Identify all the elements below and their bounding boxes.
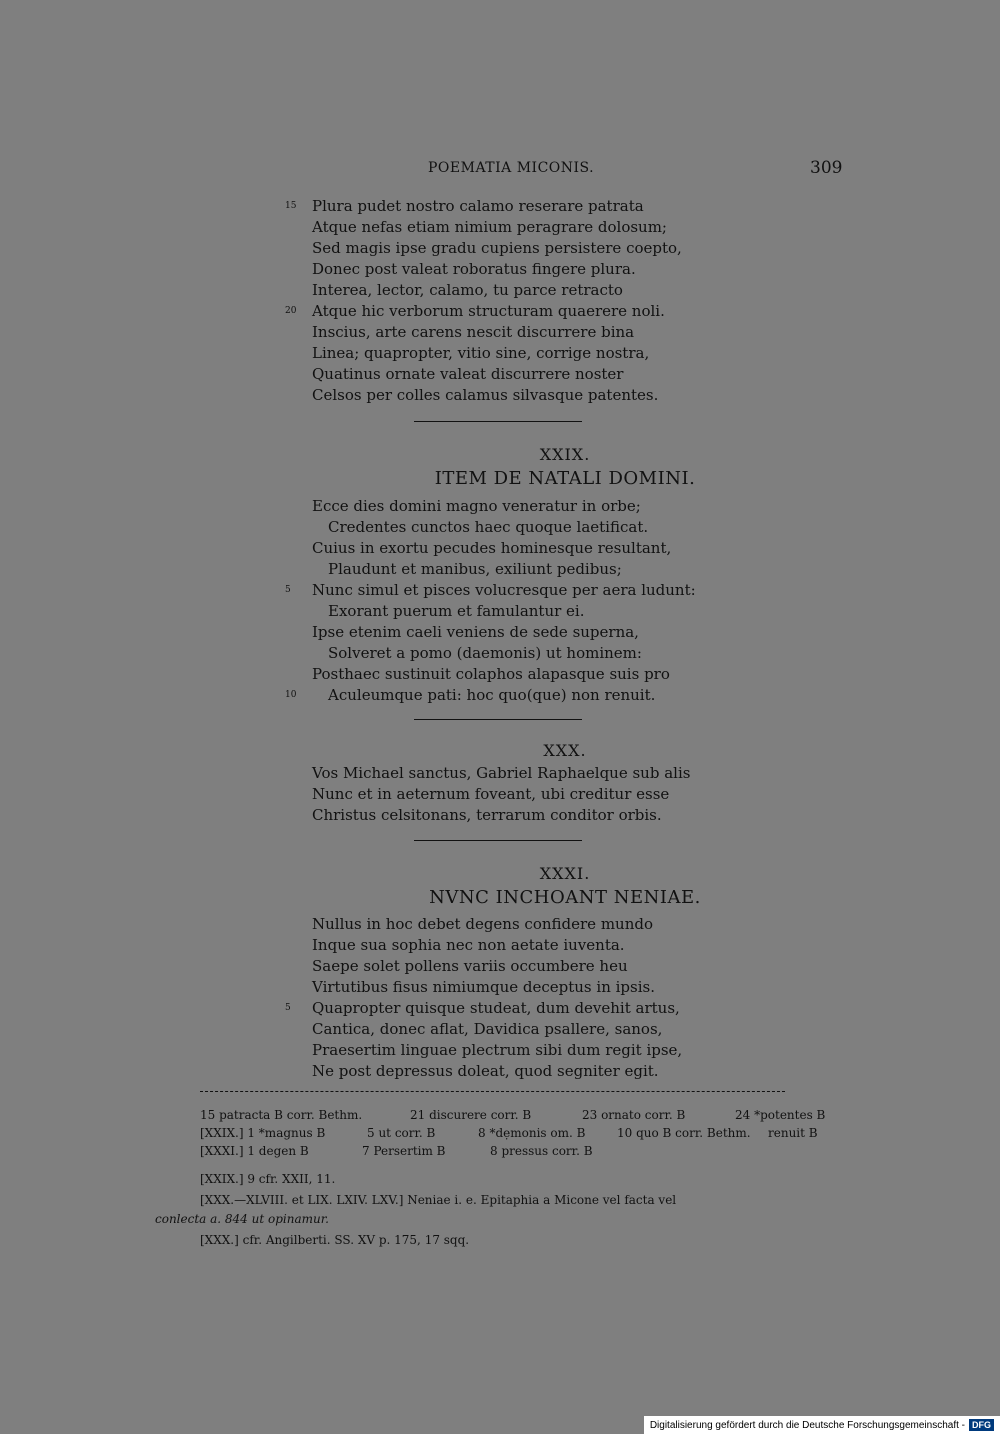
line-text: Atque nefas etiam nimium peragrare dolosum; bbox=[312, 218, 667, 236]
line-text: Saepe solet pollens variis occumbere heu bbox=[312, 957, 628, 975]
line-text: Ne post depressus doleat, quod segniter egit. bbox=[312, 1062, 659, 1080]
references bbox=[155, 1170, 835, 1250]
verse-line bbox=[285, 1061, 845, 1082]
apparatus-note: 24 *potentes B bbox=[735, 1108, 826, 1122]
verse-line bbox=[285, 784, 845, 805]
line-text: Interea, lector, calamo, tu parce retracto bbox=[312, 281, 623, 299]
reference-line: [XXX.] cfr. Angilberti. SS. XV p. 175, 17 sqq. bbox=[200, 1233, 470, 1247]
section-divider bbox=[414, 840, 582, 841]
verse-line bbox=[285, 259, 845, 280]
apparatus-divider bbox=[200, 1091, 785, 1092]
line-text: Exorant puerum et famulantur ei. bbox=[328, 602, 585, 620]
apparatus-note: 23 ornato corr. B bbox=[582, 1108, 686, 1122]
line-text: Quatinus ornate valeat discurrere noster bbox=[312, 365, 624, 383]
verse-line bbox=[285, 496, 845, 517]
line-text: Plura pudet nostro calamo reserare patrata bbox=[312, 197, 644, 215]
line-text: Vos Michael sanctus, Gabriel Raphaelque sub alis bbox=[312, 764, 691, 782]
line-text: Nunc simul et pisces volucresque per aera ludunt: bbox=[312, 581, 696, 599]
line-number: 5 bbox=[285, 1003, 291, 1013]
verse-line bbox=[285, 364, 845, 385]
poem-xxix-lines bbox=[285, 496, 845, 706]
verse-line bbox=[285, 685, 845, 706]
section-divider bbox=[414, 719, 582, 720]
dfg-logo: DFG bbox=[969, 1419, 994, 1431]
verse-line bbox=[285, 580, 845, 601]
line-text: Cantica, donec aflat, Davidica psallere, sanos, bbox=[312, 1020, 663, 1038]
line-text: Ipse etenim caeli veniens de sede superna, bbox=[312, 623, 639, 641]
page-number: 309 bbox=[810, 158, 843, 178]
poem-title: NVNC INCHOANT NENIAE. bbox=[429, 887, 701, 908]
verse-line bbox=[285, 301, 845, 322]
line-text: Nunc et in aeternum foveant, ubi creditur esse bbox=[312, 785, 670, 803]
apparatus-note: renuit B bbox=[768, 1126, 818, 1140]
line-text: Ecce dies domini magno veneratur in orbe; bbox=[312, 497, 641, 515]
apparatus-note: [XXXI.] 1 degen B bbox=[200, 1144, 309, 1158]
apparatus-row bbox=[155, 1124, 835, 1142]
verse-line bbox=[285, 343, 845, 364]
verse-line bbox=[285, 622, 845, 643]
apparatus-row bbox=[155, 1106, 835, 1124]
verse-line bbox=[285, 763, 845, 784]
verse-line bbox=[285, 196, 845, 217]
verse-line bbox=[285, 1019, 845, 1040]
reference-line: conlecta a. 844 ut opinamur. bbox=[155, 1212, 329, 1226]
line-text: Sed magis ipse gradu cupiens persistere coepto, bbox=[312, 239, 682, 257]
line-text: Inque sua sophia nec non aetate iuventa. bbox=[312, 936, 625, 954]
line-text: Inscius, arte carens nescit discurrere bina bbox=[312, 323, 635, 341]
poem-number: XXX. bbox=[543, 741, 587, 760]
verse-line bbox=[285, 601, 845, 622]
line-text: Cuius in exortu pecudes hominesque resultant, bbox=[312, 539, 672, 557]
apparatus-row bbox=[155, 1142, 835, 1160]
critical-apparatus bbox=[155, 1106, 835, 1160]
apparatus-note: 15 patracta B corr. Bethm. bbox=[200, 1108, 363, 1122]
line-text: Plaudunt et manibus, exiliunt pedibus; bbox=[328, 560, 622, 578]
line-text: Aculeumque pati: hoc quo(que) non renuit. bbox=[328, 686, 656, 704]
verse-line bbox=[285, 998, 845, 1019]
poem-xxx-lines bbox=[285, 763, 845, 826]
line-number: 20 bbox=[285, 306, 297, 316]
line-text: Celsos per colles calamus silvasque patentes. bbox=[312, 386, 659, 404]
verse-line bbox=[285, 385, 845, 406]
reference-line: [XXIX.] 9 cfr. XXII, 11. bbox=[200, 1172, 336, 1186]
reference-line: [XXX.—XLVIII. et LIX. LXIV. LXV.] Neniae i. e. Epitaphia a Micone vel facta vel bbox=[200, 1193, 677, 1207]
line-text: Linea; quapropter, vitio sine, corrige nostra, bbox=[312, 344, 650, 362]
line-text: Solveret a pomo (daemonis) ut hominem: bbox=[328, 644, 642, 662]
section-divider bbox=[414, 421, 582, 422]
verse-line bbox=[285, 538, 845, 559]
line-text: Atque hic verborum structuram quaerere noli. bbox=[312, 302, 665, 320]
line-text: Posthaec sustinuit colaphos alapasque suis pro bbox=[312, 665, 670, 683]
verse-line bbox=[285, 914, 845, 935]
verse-line bbox=[285, 977, 845, 998]
verse-line bbox=[285, 217, 845, 238]
poem-xxxi-lines bbox=[285, 914, 845, 1082]
line-text: Praesertim linguae plectrum sibi dum regit ipse, bbox=[312, 1041, 683, 1059]
line-text: Virtutibus fisus nimiumque deceptus in ipsis. bbox=[312, 978, 655, 996]
apparatus-note: 21 discurere corr. B bbox=[410, 1108, 532, 1122]
line-number: 5 bbox=[285, 585, 291, 595]
page-header bbox=[0, 158, 1000, 182]
verse-line bbox=[285, 664, 845, 685]
verse-line bbox=[285, 956, 845, 977]
verse-line bbox=[285, 643, 845, 664]
poem-title: ITEM DE NATALI DOMINI. bbox=[434, 468, 696, 489]
apparatus-note: 5 ut corr. B bbox=[367, 1126, 436, 1140]
verse-line bbox=[285, 322, 845, 343]
apparatus-note: 10 quo B corr. Bethm. bbox=[617, 1126, 751, 1140]
verse-line bbox=[285, 238, 845, 259]
poem-number: XXXI. bbox=[539, 864, 591, 883]
verse-line bbox=[285, 1040, 845, 1061]
line-text: Quapropter quisque studeat, dum devehit artus, bbox=[312, 999, 680, 1017]
verse-line bbox=[285, 280, 845, 301]
verse-line bbox=[285, 935, 845, 956]
apparatus-note: 7 Persertim B bbox=[362, 1144, 446, 1158]
line-text: Nullus in hoc debet degens confidere mundo bbox=[312, 915, 654, 933]
verse-line bbox=[285, 517, 845, 538]
poem-number: XXIX. bbox=[539, 445, 591, 464]
digitization-footer bbox=[644, 1416, 1000, 1434]
line-text: Donec post valeat roboratus fingere plura. bbox=[312, 260, 636, 278]
line-number: 15 bbox=[285, 201, 297, 211]
poem-xxviii-lines bbox=[285, 196, 845, 406]
apparatus-note: 8 pressus corr. B bbox=[490, 1144, 593, 1158]
line-text: Christus celsitonans, terrarum conditor orbis. bbox=[312, 806, 662, 824]
apparatus-note: [XXIX.] 1 *magnus B bbox=[200, 1126, 326, 1140]
apparatus-note: 8 *dẹmonis om. B bbox=[478, 1126, 586, 1140]
verse-line bbox=[285, 559, 845, 580]
footer-text: Digitalisierung gefördert durch die Deutsche Forschungsgemeinschaft - bbox=[649, 1419, 965, 1431]
verse-line bbox=[285, 805, 845, 826]
line-number: 10 bbox=[285, 690, 297, 700]
running-title: POEMATIA MICONIS. bbox=[428, 160, 595, 176]
line-text: Credentes cunctos haec quoque laetificat. bbox=[328, 518, 649, 536]
